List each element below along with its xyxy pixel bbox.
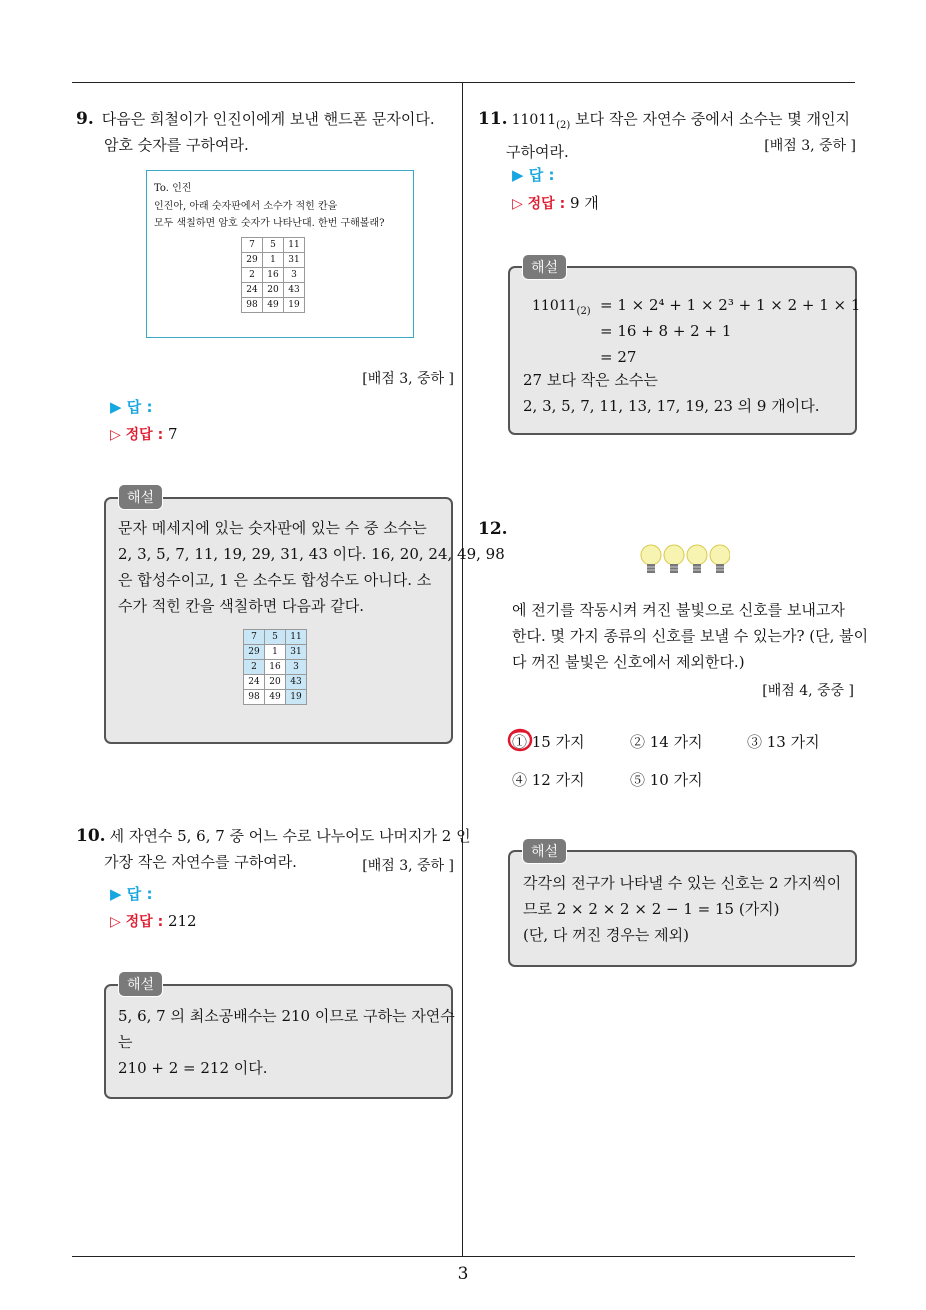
explanation-line: 므로 2 × 2 × 2 × 2 − 1 = 15 (가지) — [523, 900, 780, 918]
top-rule — [72, 82, 855, 83]
grid-cell-prime: 7 — [244, 630, 265, 645]
question-text: 한다. 몇 가지 종류의 신호를 보낼 수 있는가? (단, 불이 — [512, 627, 869, 645]
choice-4[interactable]: ④ 12 가지 — [512, 771, 585, 789]
solution-label: ▷ 정답 : — [110, 427, 164, 443]
explanation-line: 2, 3, 5, 7, 11, 13, 17, 19, 23 의 9 개이다. — [523, 397, 820, 415]
grid-cell-prime: 31 — [286, 645, 307, 660]
light-bulbs-image — [640, 543, 730, 583]
equation-lhs-subscript: (2) — [576, 306, 591, 317]
grid-cell-prime: 43 — [286, 675, 307, 690]
grid-cell: 11 — [284, 238, 305, 253]
grid-cell-prime: 2 — [244, 660, 265, 675]
grid-cell: 31 — [284, 253, 305, 268]
equation-line: = 1 × 2⁴ + 1 × 2³ + 1 × 2 + 1 × 1 — [600, 296, 861, 314]
grid-cell: 49 — [263, 298, 284, 313]
selected-mark-icon — [507, 727, 535, 757]
explanation-line: (단, 다 꺼진 경우는 제외) — [523, 926, 689, 944]
grid-cell-prime: 3 — [286, 660, 307, 675]
question-text: 에 전기를 작동시켜 켜진 불빛으로 신호를 보내고자 — [512, 601, 845, 619]
question-text: 다 꺼진 불빛은 신호에서 제외한다.) — [512, 653, 745, 671]
grid-cell: 43 — [284, 283, 305, 298]
grid-cell: 2 — [242, 268, 263, 283]
explanation-line: 는 — [118, 1033, 133, 1051]
solution-label: ▷ 정답 : — [110, 914, 164, 930]
question-text: 다음은 희철이가 인진이에게 보낸 핸드폰 문자이다. — [101, 110, 435, 128]
explanation-tag: 해설 — [522, 838, 567, 864]
bulb-icon — [710, 545, 730, 573]
explanation-tag: 해설 — [118, 484, 163, 510]
solution-value: 7 — [167, 425, 178, 443]
grid-cell-prime: 29 — [244, 645, 265, 660]
bottom-rule — [72, 1256, 855, 1257]
explanation-line: 5, 6, 7 의 최소공배수는 210 이므로 구하는 자연수 — [118, 1007, 455, 1025]
explanation-tag: 해설 — [522, 254, 567, 280]
grid-cell: 16 — [265, 660, 286, 675]
explanation-line: 은 합성수이고, 1 은 소수도 합성수도 아니다. 소 — [118, 571, 432, 589]
grid-cell-prime: 19 — [286, 690, 307, 705]
score-meta: [배점 3, 중하 ] — [362, 858, 454, 874]
grid-cell: 98 — [244, 690, 265, 705]
solution — [512, 192, 599, 213]
bulb-icon — [664, 545, 684, 573]
grid-cell: 16 — [263, 268, 284, 283]
choice-1[interactable]: ① 15 가지 — [512, 733, 585, 751]
question-number-value: 11011 — [511, 112, 557, 128]
answer-label: ▶ 답 : — [512, 166, 555, 184]
solution-label: ▷ 정답 : — [512, 196, 566, 212]
grid-cell: 29 — [242, 253, 263, 268]
message-line: To. 인진 — [154, 183, 192, 194]
score-meta: [배점 3, 중하 ] — [362, 371, 454, 387]
message-line: 모두 색칠하면 암호 숫자가 나타난대. 한번 구해볼래? — [154, 218, 385, 229]
choice-5[interactable]: ⑤ 10 가지 — [630, 771, 703, 789]
bulb-icon — [641, 545, 661, 573]
explanation-line: 수가 적힌 칸을 색칠하면 다음과 같다. — [118, 597, 364, 615]
grid-cell: 7 — [242, 238, 263, 253]
question-text: 암호 숫자를 구하여라. — [104, 136, 249, 154]
answer-label: ▶ 답 : — [110, 398, 153, 416]
explanation-line: 문자 메세지에 있는 숫자판에 있는 수 중 소수는 — [118, 519, 427, 537]
solution-value: 212 — [167, 912, 197, 930]
explanation-box — [104, 984, 453, 1099]
grid-cell: 1 — [265, 645, 286, 660]
grid-cell: 5 — [263, 238, 284, 253]
question-text: 세 자연수 5, 6, 7 중 어느 수로 나누어도 나머지가 2 인 — [109, 827, 471, 845]
grid-cell: 49 — [265, 690, 286, 705]
choice-2[interactable]: ② 14 가지 — [630, 733, 703, 751]
answer-label: ▶ 답 : — [110, 885, 153, 903]
question-number: 9. — [76, 109, 94, 129]
grid-cell: 24 — [242, 283, 263, 298]
choice-3[interactable]: ③ 13 가지 — [747, 733, 820, 751]
phone-message-image — [146, 170, 414, 338]
score-meta: [배점 3, 중하 ] — [764, 138, 856, 154]
equation-lhs: 11011 — [532, 298, 577, 314]
score-meta: [배점 4, 중중 ] — [762, 683, 854, 699]
column-divider — [462, 83, 463, 1257]
message-line: 인진아, 아래 숫자판에서 소수가 적힌 칸을 — [154, 201, 338, 212]
question-text: 가장 작은 자연수를 구하여라. — [104, 853, 297, 871]
explanation-line: 2, 3, 5, 7, 11, 19, 29, 31, 43 이다. 16, 20, 24, 49, 98 — [118, 545, 505, 563]
question-number: 10. — [76, 826, 106, 846]
base-subscript: (2) — [556, 120, 571, 131]
question-text: 구하여라. — [506, 143, 569, 161]
bulbs-icon — [640, 543, 730, 579]
explanation-box — [508, 850, 857, 967]
bulb-icon — [687, 545, 707, 573]
grid-cell: 20 — [265, 675, 286, 690]
explanation-tag: 해설 — [118, 971, 163, 997]
solution-value: 9 개 — [569, 194, 599, 212]
solution — [110, 424, 178, 444]
grid-cell: 1 — [263, 253, 284, 268]
grid-cell: 3 — [284, 268, 305, 283]
number-grid — [241, 237, 305, 313]
question-number: 12. — [478, 519, 508, 539]
colored-number-grid — [243, 629, 307, 705]
grid-cell: 20 — [263, 283, 284, 298]
page-number: 3 — [457, 1264, 469, 1284]
grid-cell: 19 — [284, 298, 305, 313]
grid-cell: 98 — [242, 298, 263, 313]
equation-line: = 16 + 8 + 2 + 1 — [600, 322, 732, 340]
solution — [110, 911, 197, 931]
explanation-line: 27 보다 작은 소수는 — [523, 371, 658, 389]
explanation-line: 각각의 전구가 나타낼 수 있는 신호는 2 가지씩이 — [523, 874, 842, 892]
explanation-box — [104, 497, 505, 744]
grid-cell-prime: 11 — [286, 630, 307, 645]
question-text: 보다 작은 자연수 중에서 소수는 몇 개인지 — [570, 110, 851, 128]
equation-line: = 27 — [600, 348, 637, 366]
explanation-line: 210 + 2 = 212 이다. — [118, 1059, 268, 1077]
grid-cell: 24 — [244, 675, 265, 690]
question-9 — [76, 106, 435, 158]
grid-cell-prime: 5 — [265, 630, 286, 645]
question-11: 11. $11011_{(2)}$ 보다 작은 자연수 중에서 소수는 몇 개인지 구하여라. — [478, 106, 850, 165]
question-12-text — [512, 597, 868, 675]
explanation-box — [508, 266, 861, 435]
